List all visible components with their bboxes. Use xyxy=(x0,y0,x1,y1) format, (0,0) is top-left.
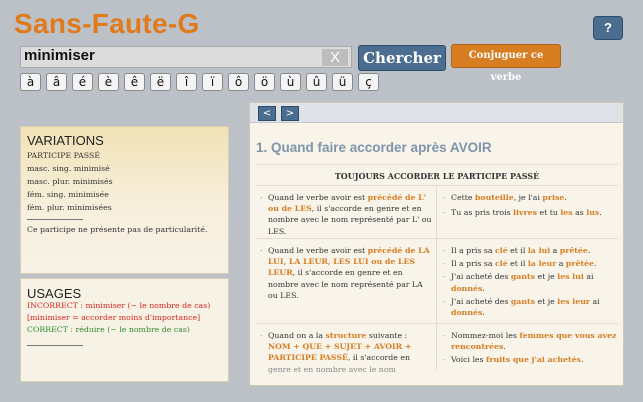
example-highlight: les lui xyxy=(557,272,584,282)
accent-key[interactable]: û xyxy=(306,73,327,91)
lesson-title: 1. Quand faire accorder après AVOIR xyxy=(256,140,492,155)
previous-button[interactable]: < xyxy=(258,106,276,121)
example-part: a xyxy=(556,259,566,269)
example-item xyxy=(443,354,619,365)
accent-key[interactable]: ç xyxy=(358,73,379,91)
examples-cell xyxy=(443,245,619,318)
rule-part: Quand on a la xyxy=(268,331,326,340)
accent-key[interactable]: î xyxy=(176,73,197,91)
example-part: ai xyxy=(589,296,600,306)
app-title: Sans-Faute-G xyxy=(14,8,200,39)
example-highlight: les xyxy=(560,208,573,218)
example-part: Il a pris sa xyxy=(451,246,495,255)
rule-text xyxy=(260,330,432,375)
example-part: Il a pris sa xyxy=(451,259,495,269)
rule-part: Quand le verbe avoir est xyxy=(268,193,368,202)
participe-passe-label: PARTICIPE PASSÉ xyxy=(27,151,101,160)
example-part: . xyxy=(593,259,597,269)
search-button[interactable]: Chercher xyxy=(358,45,446,71)
column-divider xyxy=(436,186,437,371)
example-part: . xyxy=(503,342,506,352)
example-highlight: clé xyxy=(495,259,508,269)
divider xyxy=(256,185,618,186)
example-highlight: livres xyxy=(513,208,537,218)
clear-search-button[interactable]: X xyxy=(322,49,348,66)
example-item xyxy=(443,258,619,269)
example-part: Voici les xyxy=(451,355,487,365)
example-item xyxy=(443,330,619,352)
example-part: et tu xyxy=(536,208,561,218)
example-item xyxy=(443,296,619,318)
example-part: Cette xyxy=(451,193,475,202)
example-highlight: femmes que vous avez rencontrées xyxy=(451,331,617,352)
divider xyxy=(27,219,83,220)
rule-part: suivante : xyxy=(366,331,408,340)
variation-line: masc. plur. minimisés xyxy=(27,177,113,186)
example-part: Tu as pris trois xyxy=(451,208,514,218)
usage-correct: CORRECT : réduire (~ le nombre de cas) xyxy=(27,325,190,334)
usages-heading: USAGES xyxy=(27,286,82,301)
example-part: J'ai acheté des xyxy=(451,296,511,306)
rule-part: , il s'accorde en genre et en nombre avec le nom représenté par L' ou LES. xyxy=(268,204,432,236)
accent-key[interactable]: ù xyxy=(280,73,301,91)
accent-key[interactable]: ï xyxy=(202,73,223,91)
example-item xyxy=(443,207,619,218)
example-highlight: prêtée xyxy=(565,259,594,269)
examples-cell xyxy=(443,192,619,218)
example-highlight: donnés xyxy=(451,308,483,318)
variation-line: masc. sing. minimisé xyxy=(27,164,110,173)
example-part: et je xyxy=(535,272,558,282)
example-highlight: les leur xyxy=(557,296,590,306)
example-part: . xyxy=(482,283,485,293)
variations-panel xyxy=(20,126,229,274)
example-highlight: prêtée xyxy=(559,246,588,255)
rule-text xyxy=(260,245,432,301)
example-highlight: fruits que j'ai achetés xyxy=(486,355,581,365)
example-part: et il xyxy=(507,259,528,269)
accent-key[interactable]: è xyxy=(98,73,119,91)
example-part: . xyxy=(580,355,584,365)
usage-incorrect: INCORRECT : minimiser (~ le nombre de cas) xyxy=(27,301,211,310)
usage-explanation: [minimiser = accorder moins d'importance] xyxy=(27,313,201,322)
usages-panel xyxy=(20,278,229,382)
example-item xyxy=(443,271,619,293)
example-part: . xyxy=(587,246,591,255)
example-highlight: bouteille xyxy=(474,193,514,202)
accent-key[interactable]: ë xyxy=(150,73,171,91)
example-highlight: donnés xyxy=(451,283,483,293)
rule-cell xyxy=(260,245,432,301)
help-button[interactable]: ? xyxy=(593,16,623,40)
rule-highlight: structure xyxy=(325,331,367,340)
accent-key[interactable]: â xyxy=(46,73,67,91)
variation-line: fém. sing. minimisée xyxy=(27,190,109,199)
rule-part-faded: genre et en nombre avec le nom xyxy=(268,364,396,374)
variations-heading: VARIATIONS xyxy=(27,133,104,148)
rule-highlight: NOM + QUE + SUJET + AVOIR + PARTICIPE PASSÉ xyxy=(268,342,412,363)
divider xyxy=(256,238,618,239)
example-part: et je xyxy=(535,296,558,306)
variation-line: fém. plur. minimisées xyxy=(27,203,112,212)
lesson-panel xyxy=(249,102,624,386)
divider xyxy=(27,345,83,346)
rule-highlight: précédé de LA LUI, LA LEUR, LES LUI ou de LES LEUR xyxy=(268,246,430,278)
variation-note: Ce participe ne présente pas de particularité. xyxy=(27,225,208,234)
divider xyxy=(256,164,618,165)
table-header: TOUJOURS ACCORDER LE PARTICIPE PASSÉ xyxy=(334,171,540,181)
rule-part: , il s'accorde en genre et en nombre avec le nom représenté par LA ou LES. xyxy=(268,268,423,300)
example-highlight: la lui xyxy=(527,246,551,255)
example-item xyxy=(443,192,619,203)
accent-key[interactable]: ô xyxy=(228,73,249,91)
example-part: Nommez-moi les xyxy=(451,331,520,340)
example-part: . xyxy=(599,208,602,218)
rule-highlight: précédé de L' ou de LES xyxy=(268,193,427,214)
examples-cell xyxy=(443,330,619,366)
example-highlight: gants xyxy=(510,272,536,282)
example-highlight: gants xyxy=(510,296,536,306)
accent-key[interactable]: à xyxy=(20,73,41,91)
search-input-value[interactable]: minimiser xyxy=(24,47,95,64)
accent-key[interactable]: ê xyxy=(124,73,145,91)
example-part: ai xyxy=(583,272,594,282)
rule-part: Quand le verbe avoir est xyxy=(268,246,368,255)
next-button[interactable]: > xyxy=(281,106,299,121)
example-part: et il xyxy=(507,246,528,255)
example-item xyxy=(443,245,619,256)
example-part: a xyxy=(550,246,560,255)
accent-keyboard xyxy=(20,73,379,91)
example-part: . xyxy=(564,193,567,202)
rule-part: , il s'accorde en xyxy=(347,353,410,363)
conjugate-verb-button[interactable]: Conjuguer ce verbe xyxy=(451,44,561,68)
example-part: , je l'ai xyxy=(513,193,543,202)
example-highlight: prise xyxy=(542,193,565,202)
rule-cell xyxy=(260,192,432,237)
example-part: . xyxy=(482,308,485,318)
divider xyxy=(256,323,618,324)
accent-key[interactable]: é xyxy=(72,73,93,91)
rule-cell xyxy=(260,330,432,375)
accent-key[interactable]: ü xyxy=(332,73,353,91)
lesson-toolbar xyxy=(250,103,623,123)
example-part: as xyxy=(572,208,587,218)
example-highlight: la leur xyxy=(527,259,557,269)
accent-key[interactable]: ö xyxy=(254,73,275,91)
example-highlight: lus xyxy=(586,208,600,218)
rule-text xyxy=(260,192,432,237)
example-highlight: clé xyxy=(495,246,508,255)
example-part: J'ai acheté des xyxy=(451,272,511,282)
